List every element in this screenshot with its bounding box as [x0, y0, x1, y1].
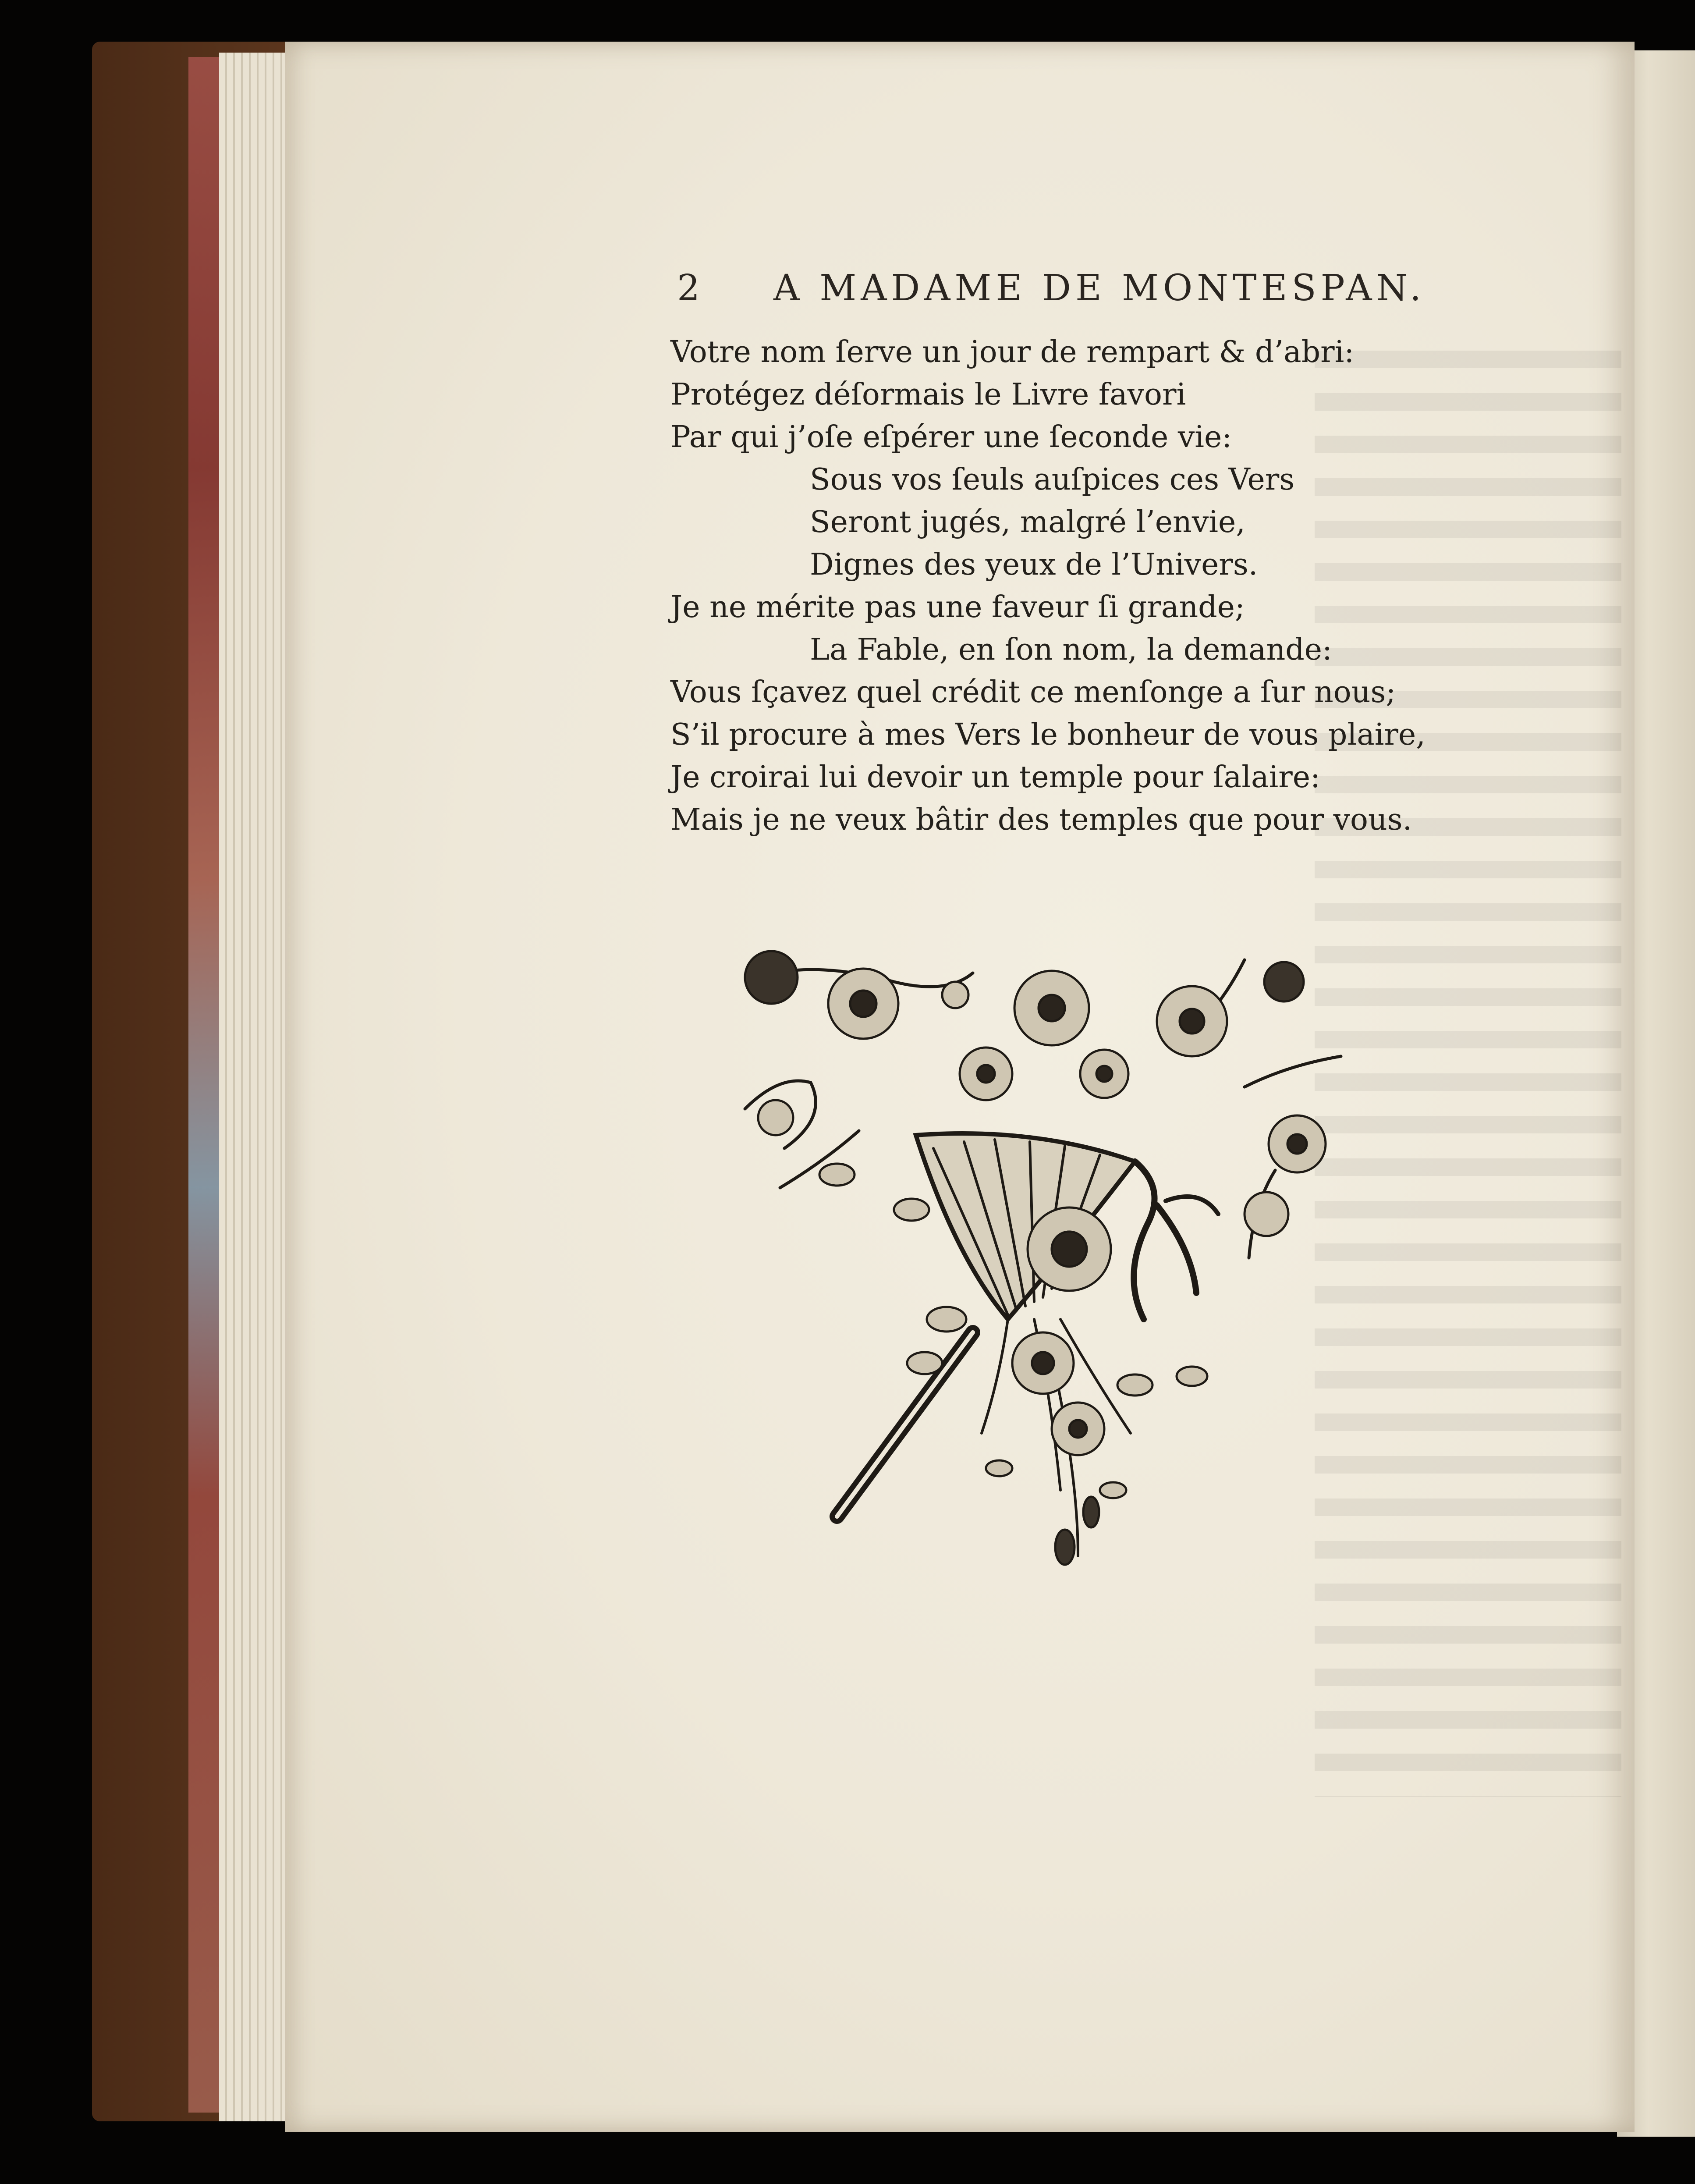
verse-line: Je ne mérite pas une faveur ſi grande;: [670, 590, 1245, 625]
verse-line: Votre nom ſerve un jour de rempart & d’abri:: [670, 335, 1355, 369]
verse-line: La Fable, en ſon nom, la demande:: [810, 632, 1332, 667]
verse-line: Protégez déſormais le Livre favori: [670, 377, 1186, 412]
verse-line: Par qui j’oſe eſpérer une ſeconde vie:: [670, 420, 1232, 455]
verse-line: S’il procure à mes Vers le bonheur de vous plaire,: [670, 717, 1426, 752]
running-head-title: A MADAME DE MONTESPAN.: [773, 267, 1426, 309]
running-head: [677, 267, 1426, 311]
verse-line: Vous ſçavez quel crédit ce menſonge a ſur nous;: [670, 675, 1396, 710]
verse-block: [670, 331, 1459, 841]
page-stack-edges: [219, 53, 289, 2121]
verse-line: Sous vos ſeuls auſpices ces Vers: [810, 462, 1295, 497]
verse-line: Seront jugés, malgré l’envie,: [810, 505, 1245, 540]
floral-bouquet-woodcut-icon: [727, 942, 1411, 1630]
page-number: 2: [677, 267, 705, 309]
verse-line: Dignes des yeux de l’Univers.: [810, 547, 1258, 582]
verse-line: Mais je ne veux bâtir des temples que pour vous.: [670, 803, 1412, 837]
verse-line: Je croirai lui devoir un temple pour ſalaire:: [670, 760, 1320, 795]
